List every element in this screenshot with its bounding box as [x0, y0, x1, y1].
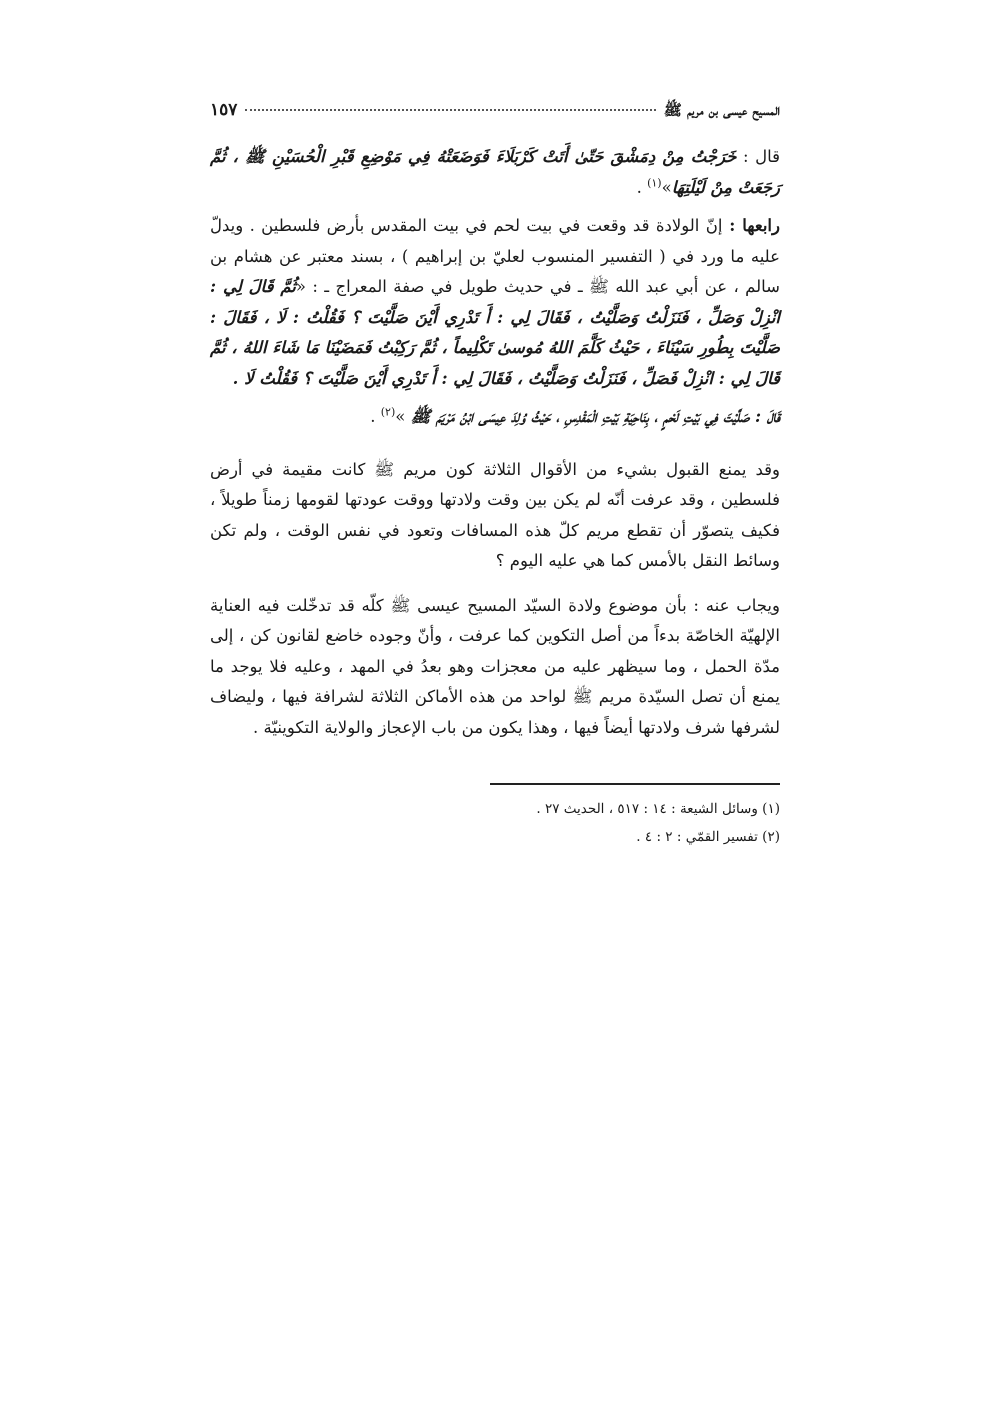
paragraph-3 [210, 402, 780, 433]
text-segment: » [661, 177, 672, 197]
footnote-ref-1[interactable]: (١) [647, 176, 662, 189]
running-header [210, 100, 780, 130]
text-segment: وقد يمنع القبول بشيء من الأقوال الثلاثة كون مريم ﷺ كانت مقيمة في أرض فلسطين ، وقد عرفت أنّه لم يكن بين وقت ولادتها ووقت عودتها لقومها زمناً طويلاً ، فكيف يتصوّر أن تقطع مريم كلّ هذه المسافات وتعود في نفس الوقت ، ولم تكن وسائط النقل بالأمس كما هي عليه اليوم ؟ [210, 459, 780, 570]
footnotes [210, 795, 780, 851]
chapter-title: المسيح عيسى بن مريم ﷺ [663, 101, 780, 119]
hadith-quote: خَرَجْتُ مِنْ دِمَشْقَ حَتّىٰ أَتَتْ كَرْبَلَاءَ فَوَضَعَتْهُ فِي مَوْضِعِ قَبْرِ الْحُسَيْنِ ﷺ ، ثُمَّ رَجَعَتْ مِنْ لَيْلَتِهَا [210, 147, 780, 197]
hadith-quote: ثُمَّ قَالَ لِي : انْزِلْ وَصَلِّ ، فَنَزَلْتُ وَصَلَّيْتُ ، فَقَالَ لِي : أَ تَدْرِي أَيْنَ صَلَّيْتَ ؟ فَقُلْتُ : لَا ، فَقَالَ : صَلَّيْتَ بِطُورِ سَيْنَاءَ ، حَيْثُ كَلَّمَ اللهُ مُوسىٰ تَكْلِيماً ، ثُمَّ رَكِبْتُ فَمَضَيْنَا مَا شَاءَ اللهُ ، ثُمَّ قَالَ لِي : انْزِلْ فَصَلِّ ، فَنَزَلْتُ وَصَلَّيْتُ ، فَقَالَ لِي : أَ تَدْرِي أَيْنَ صَلَّيْتَ ؟ فَقُلْتُ لَا . [210, 277, 780, 388]
text-segment: ويجاب عنه : بأن موضوع ولادة السيّد المسيح عيسى ﷺ كلّه قد تدخّلت فيه العناية الإلهيّة الخاصّة بدءاً من أصل التكوين كما عرفت ، وأنّ وجوده خاضع لقانون كن ، إلى مدّة الحمل ، وما سيظهر عليه من معجزات وهو بعدُ في المهد ، وعليه فلا يوجد ما يمنع أن تصل السيّدة مريم ﷺ لواحد من هذه الأماكن الثلاثة لشرافة فيها ، وليضاف لشرفها شرف ولادتها أيضاً فيها ، وهذا يكون من باب الإعجاز والولاية التكوينيّة . [210, 595, 780, 737]
text-segment: قال : [736, 147, 780, 166]
hadith-quote: قَالَ : صَلَّيْتَ فِي بَيْتِ لَحْمٍ ، بِنَاحِيَةِ بَيْتِ الْمَقْدِسِ ، حَيْثُ وُلِدَ عِيسَى ابْنُ مَرْيَمَ ﷺ [410, 407, 780, 426]
page-number: ١٥٧ [210, 100, 238, 120]
page [210, 100, 780, 851]
paragraph-5 [210, 591, 780, 744]
paragraph-4 [210, 455, 780, 577]
section-label: رابعها : [722, 216, 780, 235]
footnote-1: (١) وسائل الشيعة : ١٤ : ٥١٧ ، الحديث ٢٧ . [536, 801, 780, 817]
paragraph-1 [210, 142, 780, 203]
paragraph-2 [210, 211, 780, 394]
footnote-ref-2[interactable]: (٢) [380, 405, 396, 419]
text-segment: . [370, 407, 381, 426]
text-segment: إنّ الولادة قد وقعت في بيت لحم في بيت المقدس بأرض فلسطين . ويدلّ عليه ما ورد في ( التفسير المنسوب لعليّ بن إبراهيم ) ، بسند معتبر عن هشام بن سالم ، عن أبي عبد الله ﷺ ـ في حديث طويل في صفة المعراج ـ : « [210, 216, 780, 296]
leader-dots [245, 109, 655, 111]
text-segment: » [395, 407, 411, 426]
footnote-2: (٢) تفسير القمّي : ٢ : ٤ . [636, 829, 780, 845]
footnote-separator [490, 783, 780, 785]
text-segment: . [636, 177, 648, 197]
